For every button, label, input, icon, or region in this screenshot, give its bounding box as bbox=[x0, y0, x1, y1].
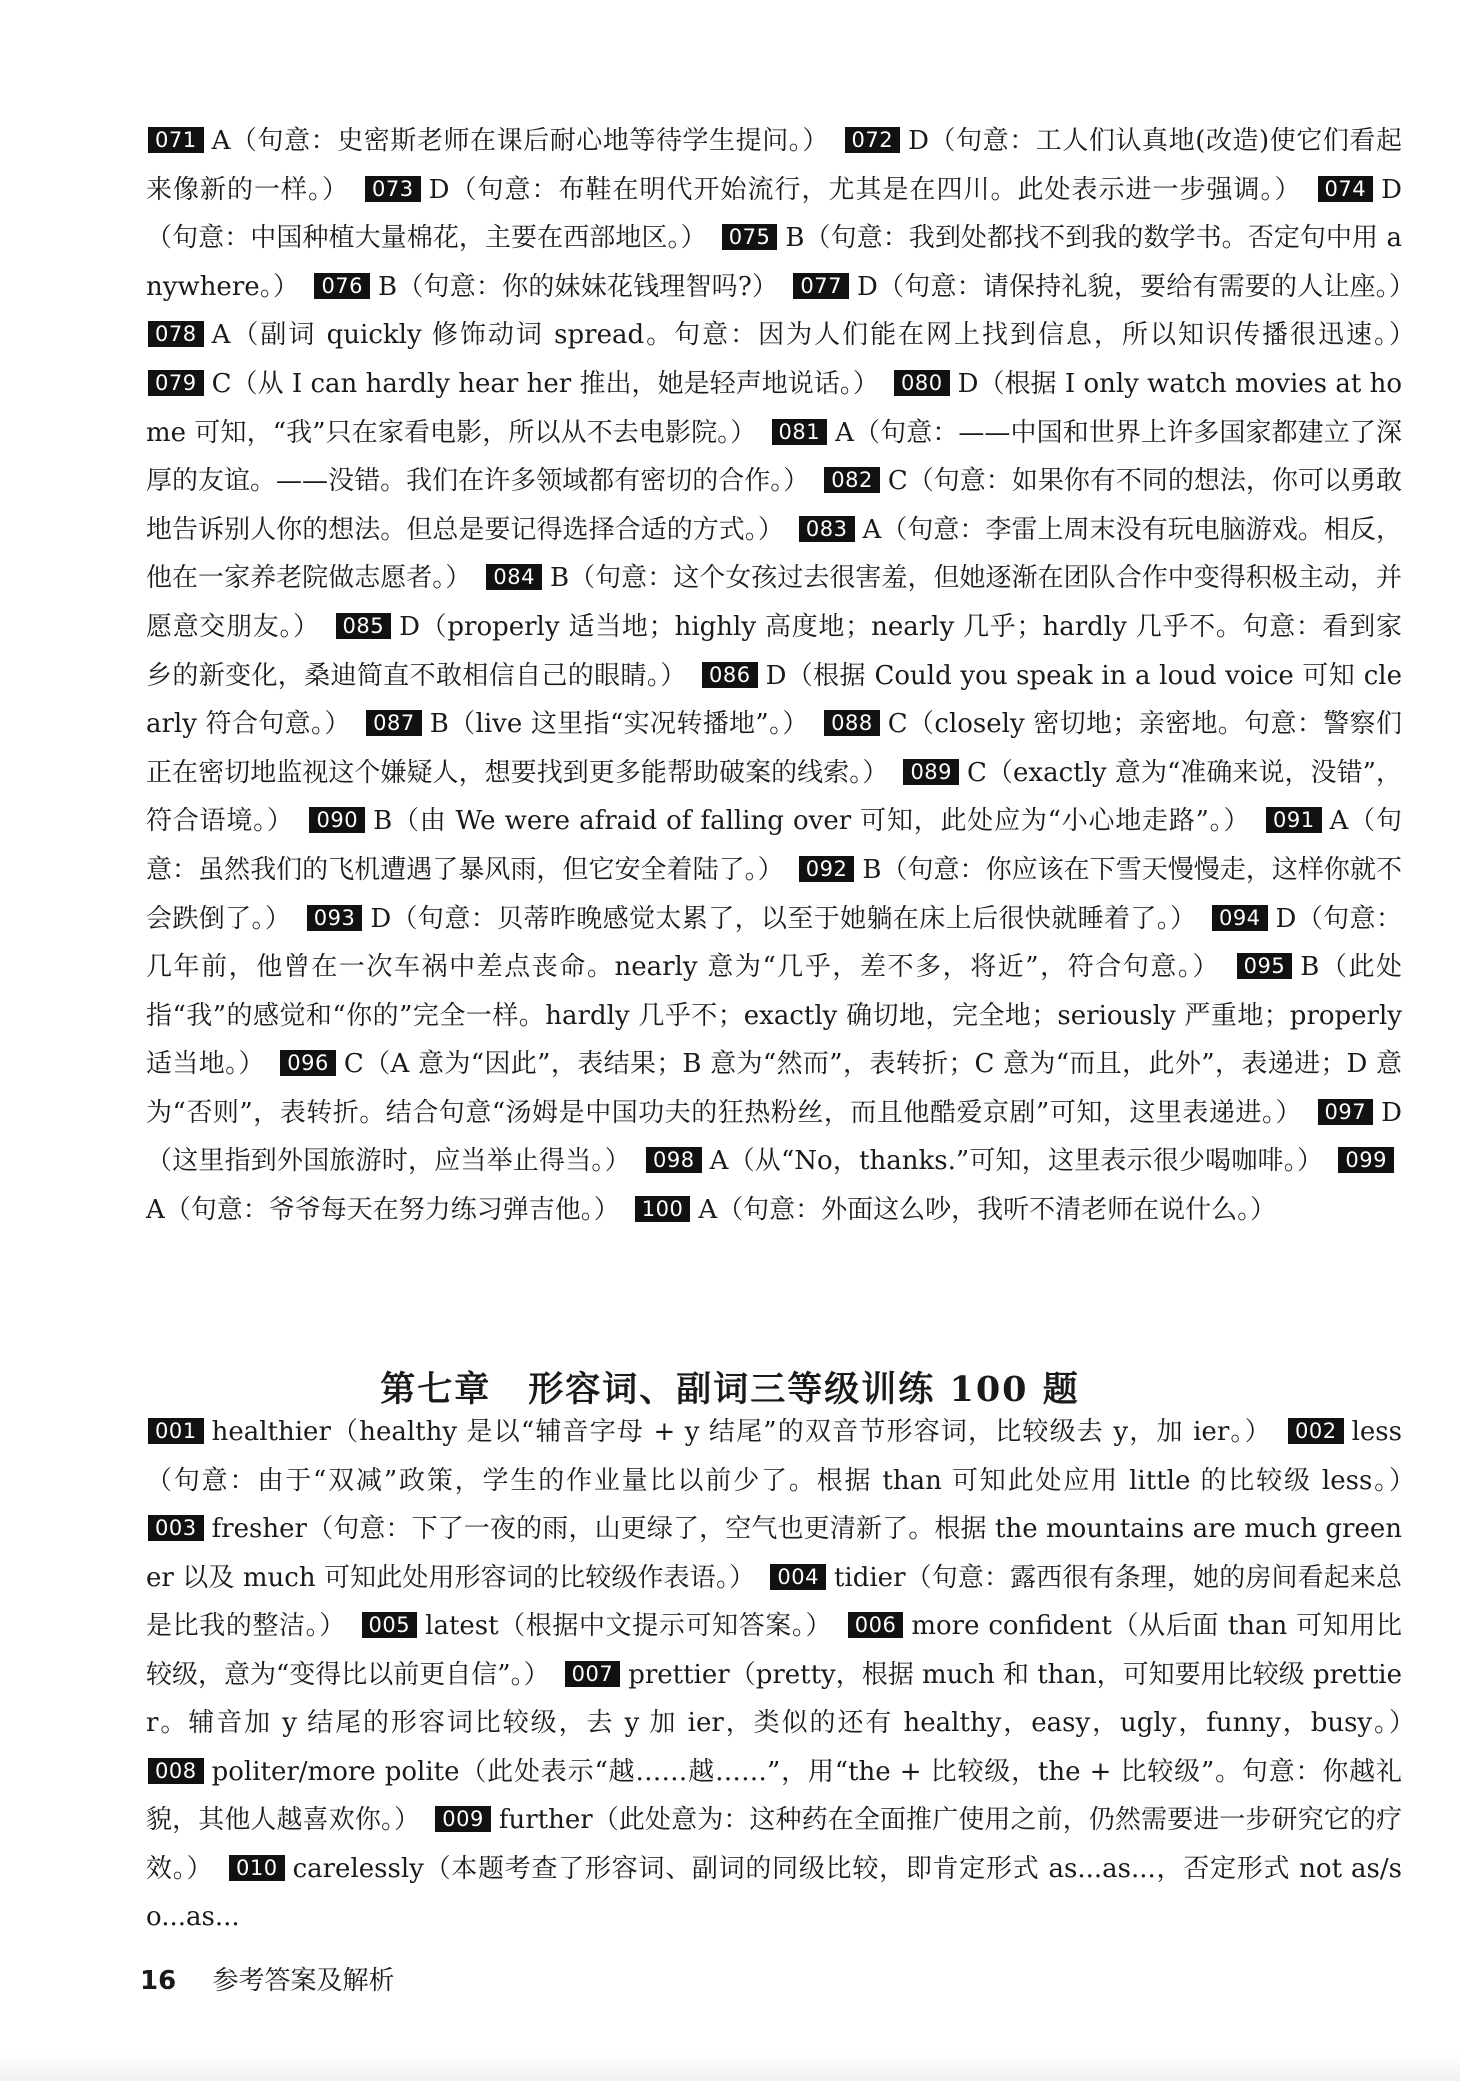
answer-text: A（句意：——中国和世界上许多国家都建立了深厚的友谊。——没错。我们在许多领域都有密切的合作。） bbox=[146, 417, 1402, 497]
answer-text: A（副词 quickly 修饰动词 spread。句意：因为人们能在网上找到信息，所以知识传播很迅速。） bbox=[211, 320, 1402, 351]
answer-text: more confident（从后面 than 可知用比较级，意为“变得比以前更自信”。） bbox=[146, 1611, 1402, 1690]
answer-item bbox=[307, 806, 1237, 836]
item-number-badge: 004 bbox=[770, 1564, 826, 1590]
answer-text: A（句意：史密斯老师在课后耐心地等待学生提问。） bbox=[211, 126, 816, 156]
item-number-badge: 003 bbox=[148, 1515, 204, 1541]
item-number-badge: 079 bbox=[148, 370, 204, 396]
item-number-badge: 095 bbox=[1237, 953, 1293, 979]
answer-item bbox=[146, 320, 1402, 350]
answer-text: prettier（pretty，根据 much 和 than，可知要用比较级 prettier。辅音加 y 结尾的形容词比较级，去 y 加 ier，类似的还有 healthy，easy，ugly，funny，busy。） bbox=[146, 1659, 1402, 1738]
item-number-badge: 099 bbox=[1338, 1147, 1394, 1173]
answer-item bbox=[360, 1611, 820, 1641]
answer-text: D（句意：中国种植大量棉花，主要在西部地区。） bbox=[146, 174, 1402, 254]
answer-text: A（句意：外面这么吵，我听不清老师在说什么。） bbox=[698, 1195, 1264, 1226]
item-number-badge: 007 bbox=[565, 1661, 621, 1687]
item-number-badge: 097 bbox=[1318, 1099, 1374, 1125]
answer-text: B（句意：你的妹妹花钱理智吗?） bbox=[378, 271, 766, 302]
answer-item bbox=[146, 369, 866, 399]
answer-text: B（由 We were afraid of falling over 可知，此处应为“小心地走路”。） bbox=[373, 806, 1238, 837]
answer-text: C（exactly 意为“准确来说，没错”，符合语境。） bbox=[146, 757, 1402, 837]
answer-item bbox=[364, 709, 796, 739]
item-number-badge: 074 bbox=[1318, 176, 1374, 202]
item-number-badge: 098 bbox=[646, 1147, 702, 1173]
answer-text: D（句意：贝蒂昨晚感觉太累了，以至于她躺在床上后很快就睡着了。） bbox=[370, 903, 1184, 934]
answer-item bbox=[363, 175, 1288, 205]
item-number-badge: 100 bbox=[635, 1196, 691, 1222]
answer-item bbox=[633, 1195, 1263, 1225]
answer-text: tidier（句意：露西很有条理，她的房间看起来总是比我的整洁。） bbox=[146, 1562, 1402, 1641]
item-number-badge: 078 bbox=[148, 321, 204, 347]
item-number-badge: 082 bbox=[824, 467, 880, 493]
answer-text: carelessly（本题考查了形容词、副词的同级比较，即肯定形式 as...as...，否定形式 not as/so...as... bbox=[146, 1853, 1402, 1932]
item-number-badge: 093 bbox=[307, 905, 363, 931]
answer-text: A（句意：李雷上周末没有玩电脑游戏。相反，他在一家养老院做志愿者。） bbox=[146, 514, 1402, 594]
scan-edge bbox=[0, 2051, 1460, 2081]
item-number-badge: 091 bbox=[1266, 807, 1322, 833]
item-number-badge: 083 bbox=[799, 516, 855, 542]
item-number-badge: 080 bbox=[894, 370, 950, 396]
answer-text: healthier（healthy 是以“辅音字母 + y 结尾”的双音节形容词，比较级去 y，加 ier。） bbox=[211, 1417, 1259, 1447]
item-number-badge: 092 bbox=[799, 856, 855, 882]
item-number-badge: 001 bbox=[148, 1418, 204, 1444]
answer-text: latest（根据中文提示可知答案。） bbox=[425, 1611, 820, 1641]
answer-text: A（句意：虽然我们的飞机遭遇了暴风雨，但它安全着陆了。） bbox=[146, 806, 1402, 885]
item-number-badge: 096 bbox=[280, 1050, 336, 1076]
answer-text: C（句意：如果你有不同的想法，你可以勇敢地告诉别人你的想法。但总是要记得选择合适的方式。） bbox=[146, 466, 1402, 545]
answer-item bbox=[146, 1417, 1259, 1447]
answer-text: B（句意：我到处都找不到我的数学书。否定句中用 anywhere。） bbox=[146, 223, 1402, 302]
answer-text: D（句意：布鞋在明代开始流行，尤其是在四川。此处表示进一步强调。） bbox=[428, 174, 1289, 205]
answer-item bbox=[305, 904, 1184, 934]
item-number-badge: 002 bbox=[1288, 1418, 1344, 1444]
answer-item bbox=[312, 272, 765, 302]
answer-text: further（此处意为：这种药在全面推广使用之前，仍然需要进一步研究它的疗效。） bbox=[146, 1805, 1402, 1884]
item-number-badge: 089 bbox=[903, 759, 959, 785]
answer-item bbox=[644, 1146, 1310, 1176]
answer-text: C（A 意为“因此”，表结果；B 意为“然而”，表转折；C 意为“而且，此外”，表递进；D 意为“否则”，表转折。结合句意“汤姆是中国功夫的狂热粉丝，而且他酷爱京剧”可知，这里表递进。） bbox=[146, 1049, 1402, 1128]
answer-text: A（从“No，thanks.”可知，这里表示很少喝咖啡。） bbox=[709, 1146, 1311, 1177]
item-number-badge: 009 bbox=[435, 1806, 491, 1832]
item-number-badge: 076 bbox=[314, 273, 370, 299]
answer-text: D（根据 Could you speak in a loud voice 可知 clearly 符合句意。） bbox=[146, 660, 1402, 740]
chapter7-answers bbox=[146, 1408, 1402, 1942]
chapter7-title: 第七章 形容词、副词三等级训练 100 题 bbox=[380, 1369, 1080, 1410]
answer-text: politer/more polite（此处表示“越……越……”，用“the + 比较级，the + 比较级”。句意：你越礼貌，其他人越喜欢你。） bbox=[146, 1756, 1402, 1835]
answer-text: A（句意：爷爷每天在努力练习弹吉他。） bbox=[146, 1195, 607, 1226]
answer-text: D（句意：请保持礼貌，要给有需要的人让座。） bbox=[857, 271, 1402, 302]
item-number-badge: 085 bbox=[336, 613, 392, 639]
item-number-badge: 094 bbox=[1212, 905, 1268, 931]
answer-item bbox=[146, 1854, 1402, 1933]
answer-text: D（句意：工人们认真地(改造)使它们看起来像新的一样。） bbox=[146, 126, 1402, 205]
answer-text: B（此处指“我”的感觉和“你的”完全一样。hardly 几乎不；exactly 确切地，完全地；seriously 严重地；properly 适当地。） bbox=[146, 952, 1402, 1080]
answer-text: D（properly 适当地；highly 高度地；nearly 几乎；hardly 几乎不。句意：看到家乡的新变化，桑迪简直不敢相信自己的眼睛。） bbox=[146, 611, 1402, 691]
item-number-badge: 073 bbox=[365, 176, 421, 202]
answer-text: D（这里指到外国旅游时，应当举止得当。） bbox=[146, 1097, 1402, 1177]
item-number-badge: 087 bbox=[366, 710, 422, 736]
answer-item bbox=[146, 126, 816, 156]
answer-text: less（句意：由于“双减”政策，学生的作业量比以前少了。根据 than 可知此处应用 little 的比较级 less。） bbox=[146, 1417, 1402, 1496]
item-number-badge: 088 bbox=[824, 710, 880, 736]
item-number-badge: 072 bbox=[845, 127, 901, 153]
item-number-badge: 081 bbox=[772, 419, 828, 445]
item-number-badge: 086 bbox=[702, 662, 758, 688]
page-footer bbox=[140, 1960, 394, 1997]
answer-text: D（根据 I only watch movies at home 可知，“我”只在家看电影，所以从不去电影院。） bbox=[146, 368, 1402, 448]
item-number-badge: 006 bbox=[848, 1612, 904, 1638]
item-number-badge: 005 bbox=[362, 1612, 418, 1638]
answer-text: C（closely 密切地；亲密地。句意：警察们正在密切地监视这个嫌疑人，想要找到更多能帮助破案的线索。） bbox=[146, 709, 1402, 788]
answer-text: B（句意：这个女孩过去很害羞，但她逐渐在团队合作中变得积极主动，并愿意交朋友。） bbox=[146, 563, 1402, 642]
item-number-badge: 008 bbox=[148, 1758, 204, 1784]
answer-text: C（从 I can hardly hear her 推出，她是轻声地说话。） bbox=[211, 368, 866, 399]
answer-text: D（句意：几年前，他曾在一次车祸中差点丧命。nearly 意为“几乎，差不多，将近”，符合句意。） bbox=[146, 903, 1402, 983]
footer-title: 参考答案及解析 bbox=[212, 1966, 395, 1996]
item-number-badge: 075 bbox=[722, 224, 778, 250]
item-number-badge: 090 bbox=[309, 807, 365, 833]
page-number: 16 bbox=[140, 1966, 177, 1996]
answer-item bbox=[146, 1049, 1402, 1128]
answer-text: B（句意：你应该在下雪天慢慢走，这样你就不会跌倒了。） bbox=[146, 854, 1402, 934]
item-number-badge: 084 bbox=[486, 564, 542, 590]
item-number-badge: 010 bbox=[229, 1855, 285, 1881]
answer-text: B（live 这里指“实况转播地”。） bbox=[429, 709, 796, 740]
answer-text: fresher（句意：下了一夜的雨，山更绿了，空气也更清新了。根据 the mountains are much greener 以及 much 可知此处用形容词的比较级作表语。） bbox=[146, 1514, 1402, 1593]
answer-item bbox=[791, 272, 1402, 302]
item-number-badge: 077 bbox=[793, 273, 849, 299]
item-number-badge: 071 bbox=[148, 127, 204, 153]
chapter6-answers bbox=[146, 117, 1402, 1235]
